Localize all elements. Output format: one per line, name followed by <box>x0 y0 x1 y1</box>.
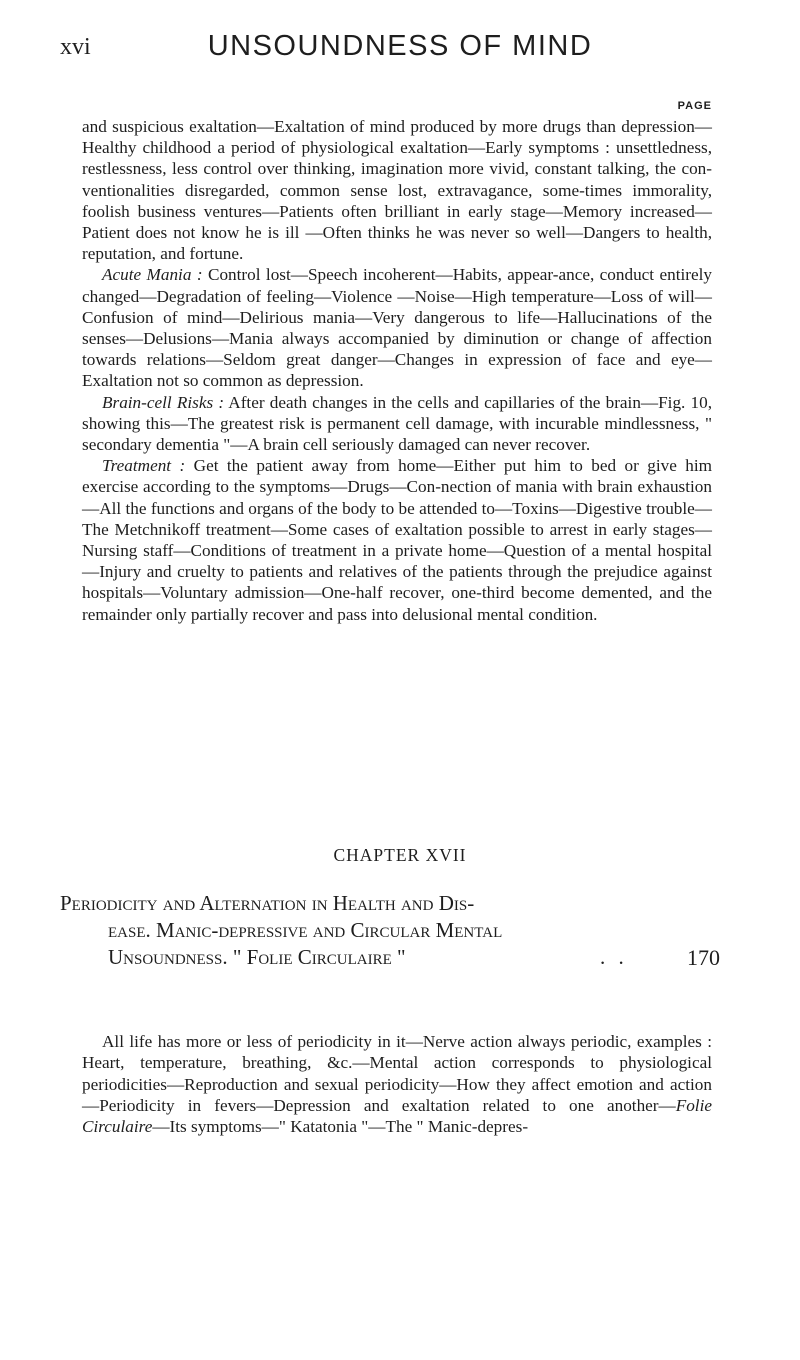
chapter-title-text: Unsoundness. " Folie Circulaire " <box>108 945 406 969</box>
section-label-acute-mania: Acute Mania : <box>102 265 203 285</box>
summary-paragraph-brain-cell-risks <box>82 392 712 456</box>
page-number-roman: xvi <box>60 34 91 60</box>
running-title: UNSOUNDNESS OF MIND <box>207 30 593 62</box>
chapter-xvi-summary <box>82 116 712 625</box>
chapter-title <box>60 890 720 971</box>
section-text: Control lost—Speech incoherent—Habits, appear-ance, conduct entirely changed—Degradation of feeling—Violence —Noise—High temperature—Loss of will—Confusion of mind—Delirious mania—Very dangerous to life—Hallucinations of the senses—Delusions—Mania always accompanied by diminution or change of affection towards relations—Seldom great danger—Changes in expression of face and eye—Exaltation not so common as depression. <box>82 265 712 391</box>
dot-leaders: . . <box>600 945 628 969</box>
chapter-title-line <box>60 944 720 971</box>
summary-paragraph: and suspicious exaltation—Exaltation of mind produced by more drugs than depression—Healthy childhood a period of physiological exaltation—Early symptoms : unsettledness, restlessness, less control over thinking, imagination more vivid, constant talking, the con-ventionalities disregarded, common sense lost, extravagance, some-times immorality, foolish business ventures—Patients often brilliant in early stage—Memory increased—Patient does not know he is ill —Often thinks he was never so well—Dangers to health, reputation, and fortune. <box>82 117 712 264</box>
chapter-page-number: 170 <box>687 945 720 970</box>
page-column-label: PAGE <box>677 100 712 112</box>
chapter-heading: CHAPTER XVII <box>333 845 467 865</box>
summary-paragraph-acute-mania <box>82 264 712 391</box>
chapter-title-line: Periodicity and Alternation in Health and Dis- <box>60 891 475 915</box>
chapter-title-line: ease. Manic-depressive and Circular Mental <box>108 918 503 942</box>
section-text: Get the patient away from home—Either put him to bed or give him exercise according to the symptoms—Drugs—Con-nection of mania with brain exhaustion—All the functions and organs of the body to be attended to—Toxins—Digestive trouble—The Metchnikoff treatment—Some cases of exaltation possible to arrest in early stages—Nursing staff—Conditions of treatment in a private home—Question of a mental hospital—Injury and cruelty to patients and relatives of the patients through the prejudice against hospitals—Voluntary admission—One-half recover, one-third become demented, and the remainder only partially recover and pass into delusional mental condition. <box>82 456 712 624</box>
section-text: After death changes in the cells and capillaries of the brain—Fig. 10, showing this—The greatest risk is permanent cell damage, with incurable mindlessness, " secondary dementia "—A brain cell seriously damaged can never recover. <box>82 392 713 455</box>
summary-italic-term: Folie Circulaire <box>82 1095 712 1136</box>
summary-text: All life has more or less of periodicity in it—Nerve action always periodic, examples : Heart, temperature, breathing, &c.—Mental action corresponds to physiological periodicities—Reproduction and sexual periodicity—How they affect emotion and action—Periodicity in fevers—Depression and exaltation related to one another— <box>82 1032 712 1115</box>
section-label-treatment: Treatment : <box>102 456 186 476</box>
section-label-brain-cell-risks: Brain-cell Risks : <box>102 392 225 412</box>
summary-paragraph-treatment <box>82 455 712 625</box>
running-head <box>60 30 740 70</box>
chapter-xvii-summary <box>82 1031 712 1137</box>
summary-text: —Its symptoms—" Katatonia "—The " Manic-depres- <box>152 1117 529 1136</box>
